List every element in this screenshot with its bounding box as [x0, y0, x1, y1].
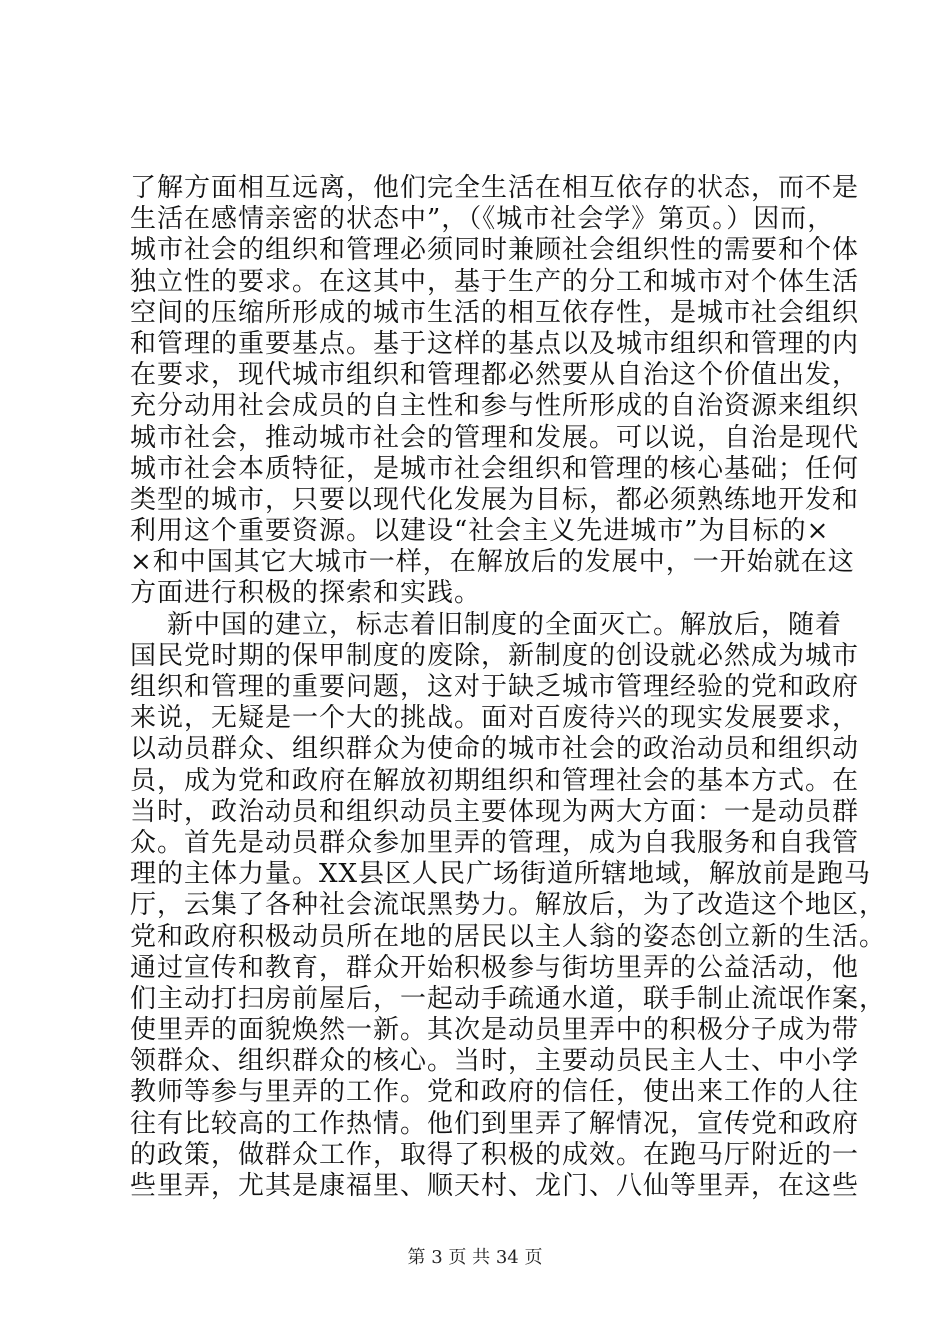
page-footer: 第 3 页 共 34 页	[407, 1247, 543, 1268]
text-line: 充分动用社会成员的自主性和参与性所形成的自治资源来组织	[130, 391, 860, 422]
text-line: 们主动打扫房前屋后，一起动手疏通水道，联手制止流氓作案，	[130, 983, 887, 1014]
text-line: 和管理的重要基点。基于这样的基点以及城市组织和管理的内	[130, 328, 860, 359]
text-line: 独立性的要求。在这其中，基于生产的分工和城市对个体生活	[130, 266, 860, 297]
text-line: 方面进行积极的探索和实践。	[130, 578, 482, 609]
text-line: 组织和管理的重要问题，这对于缺乏城市管理经验的党和政府	[130, 672, 860, 702]
text-line: 以动员群众、组织群众为使命的城市社会的政治动员和组织动	[130, 734, 860, 765]
text-line: 的政策，做群众工作，取得了积极的成效。在跑马厅附近的一	[130, 1139, 860, 1170]
text-line: 来说，无疑是一个大的挑战。面对百废待兴的现实发展要求，	[130, 703, 860, 734]
text-line: 党和政府积极动员所在地的居民以主人翁的姿态创立新的生活。	[130, 921, 887, 952]
text-line: 城市社会，推动城市社会的管理和发展。可以说，自治是现代	[130, 422, 860, 453]
text-line: 使里弄的面貌焕然一新。其次是动员里弄中的积极分子成为带	[130, 1015, 860, 1046]
text-line: 领群众、组织群众的核心。当时，主要动员民主人士、中小学	[130, 1046, 860, 1077]
text-line: 众。首先是动员群众参加里弄的管理，成为自我服务和自我管	[130, 827, 860, 858]
text-line: ×和中国其它大城市一样，在解放后的发展中，一开始就在这	[130, 547, 855, 578]
text-line: 教师等参与里弄的工作。党和政府的信任，使出来工作的人往	[130, 1077, 860, 1108]
text-line: 新中国的建立，标志着旧制度的全面灭亡。解放后，随着	[130, 609, 843, 640]
text-line: 了解方面相互远离，他们完全生活在相互依存的状态，而不是	[130, 173, 860, 203]
text-line: 理的主体力量。XX县区人民广场街道所辖地域，解放前是跑马	[130, 859, 872, 890]
text-line: 空间的压缩所形成的城市生活的相互依存性，是城市社会组织	[130, 297, 860, 328]
text-line: 往有比较高的工作热情。他们到里弄了解情况，宣传党和政府	[130, 1108, 860, 1139]
text-line: 生活在感情亲密的状态中”，（《城市社会学》第页。）因而，	[130, 204, 835, 235]
text-line: 类型的城市，只要以现代化发展为目标，都必须熟练地开发和	[130, 484, 860, 515]
text-line: 城市社会的组织和管理必须同时兼顾社会组织性的需要和个体	[130, 235, 860, 266]
text-line: 城市社会本质特征，是城市社会组织和管理的核心基础；任何	[130, 453, 860, 484]
body-text	[130, 173, 887, 1202]
text-line: 厅，云集了各种社会流氓黑势力。解放后，为了改造这个地区，	[130, 890, 887, 921]
text-line: 利用这个重要资源。以建设“社会主义先进城市”为目标的×	[130, 516, 830, 547]
text-line: 员，成为党和政府在解放初期组织和管理社会的基本方式。在	[130, 765, 860, 796]
text-line: 当时，政治动员和组织动员主要体现为两大方面：一是动员群	[130, 796, 860, 827]
text-line: 些里弄，尤其是康福里、顺天村、龙门、八仙等里弄，在这些	[130, 1171, 860, 1201]
text-line: 在要求，现代城市组织和管理都必然要从自治这个价值出发，	[130, 360, 860, 391]
text-line: 通过宣传和教育，群众开始积极参与街坊里弄的公益活动，他	[130, 952, 860, 983]
text-line: 国民党时期的保甲制度的废除，新制度的创设就必然成为城市	[130, 640, 860, 671]
